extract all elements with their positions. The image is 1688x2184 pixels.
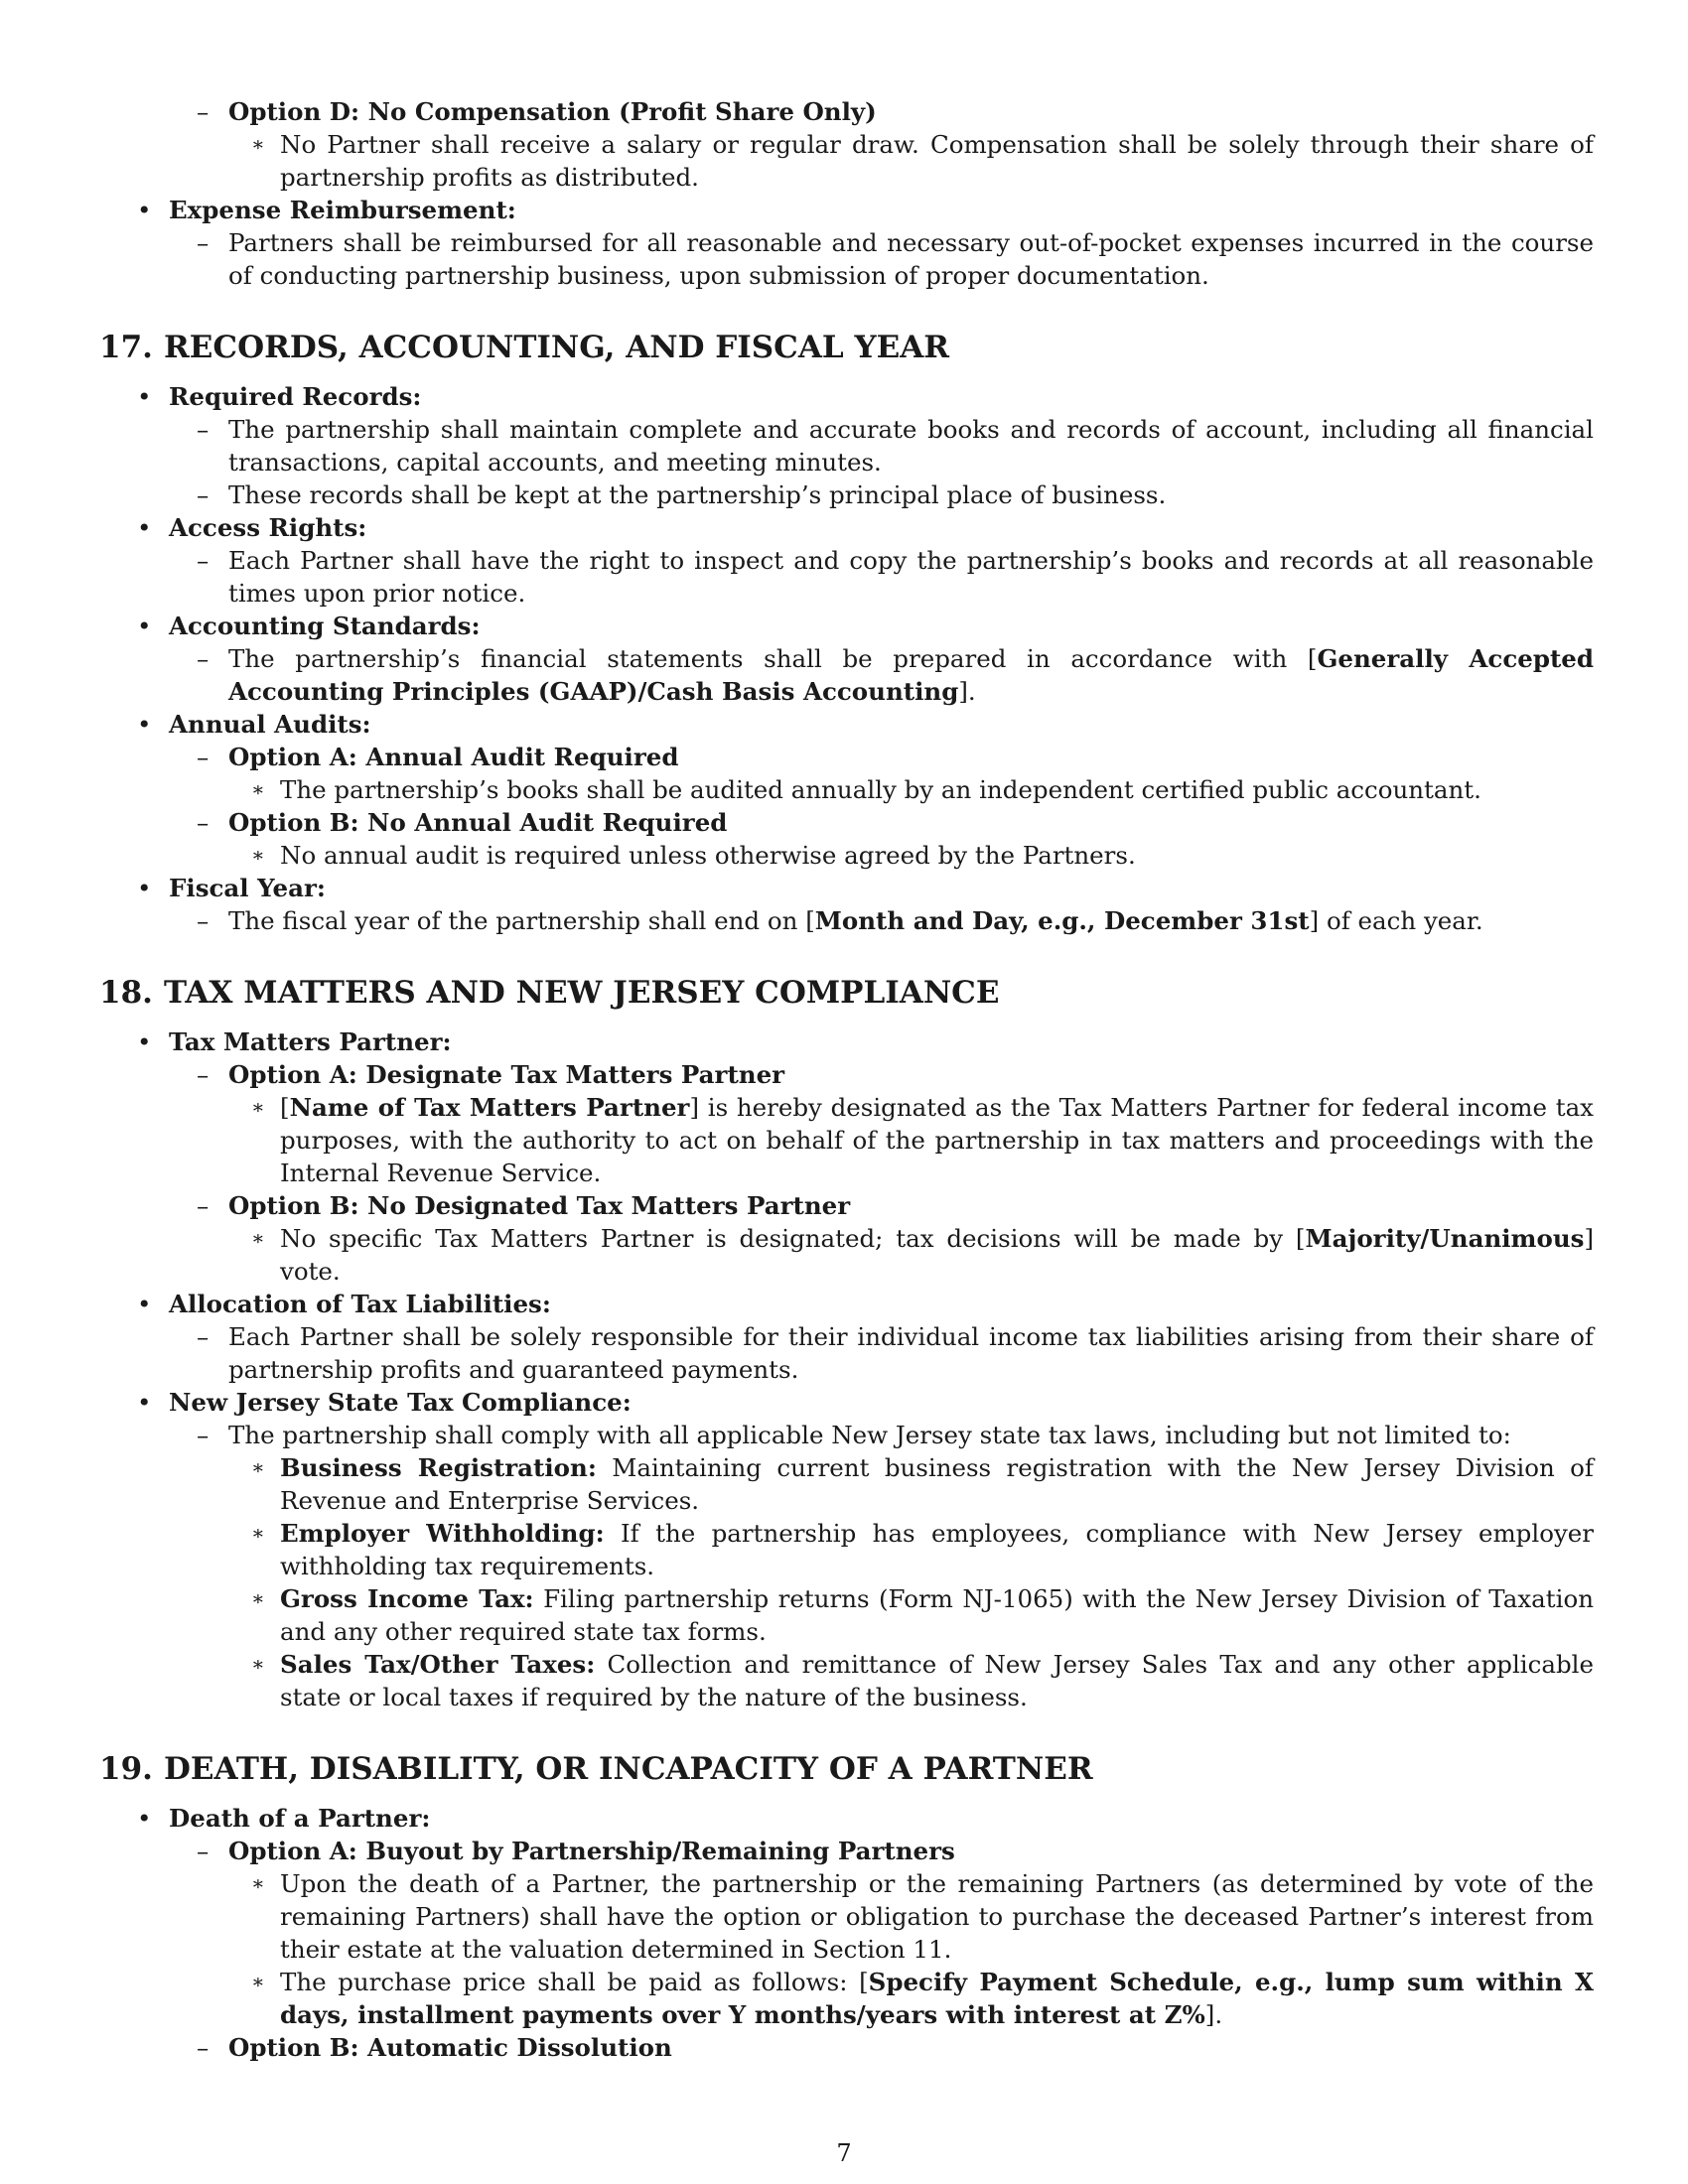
fiscal-year-heading: • Fiscal Year: (137, 874, 326, 902)
section-19-heading: 19. DEATH, DISABILITY, OR INCAPACITY OF A PARTNER (99, 1751, 1093, 1787)
nj-compliance-text: – The partnership shall comply with all applicable New Jersey state tax laws, including but not limited to: (197, 1421, 1511, 1449)
tmp-option-b-heading: – Option B: No Designated Tax Matters Partner (197, 1191, 851, 1220)
required-records-text-2: – These records shall be kept at the partnership’s principal place of business. (197, 480, 1167, 509)
nj-compliance-heading: • New Jersey State Tax Compliance: (137, 1388, 632, 1417)
audit-option-a-text: ∗ The partnership’s books shall be audited annually by an independent certified public accountant. (251, 775, 1481, 804)
death-option-a-text-2: ∗ The purchase price shall be paid as follows: [Specify Payment Schedule, e.g., lump sum within X days, installment payments over Y months/years with interest at Z%]. (251, 1968, 1594, 2029)
required-records-heading: • Required Records: (137, 382, 422, 411)
option-d-text: ∗ No Partner shall receive a salary or regular draw. Compensation shall be solely through their share of partnership profits as distributed. (251, 130, 1594, 192)
death-option-b-heading: – Option B: Automatic Dissolution (197, 2033, 672, 2062)
accounting-standards-heading: • Accounting Standards: (137, 612, 481, 640)
death-option-a-heading: – Option A: Buyout by Partnership/Remaining Partners (197, 1837, 955, 1865)
audit-option-b-heading: – Option B: No Annual Audit Required (197, 808, 728, 837)
nj-item-employer-withholding: ∗ Employer Withholding: If the partnership has employees, compliance with New Jersey employer withholding tax requirements. (251, 1519, 1595, 1580)
audit-option-b-text: ∗ No annual audit is required unless otherwise agreed by the Partners. (251, 841, 1136, 870)
document-page (99, 95, 1594, 2064)
section-18-heading: 18. TAX MATTERS AND NEW JERSEY COMPLIANCE (99, 975, 1000, 1011)
access-rights-heading: • Access Rights: (137, 513, 367, 542)
nj-item-gross-income-tax: ∗ Gross Income Tax: Filing partnership returns (Form NJ-1065) with the New Jersey Division of Taxation and any other required state tax forms. (251, 1584, 1594, 1646)
audit-option-a-heading: – Option A: Annual Audit Required (197, 743, 679, 771)
death-option-a-text-1: ∗ Upon the death of a Partner, the partnership or the remaining Partners (as determined by vote of the remaining Partners) shall have the option or obligation to purchase the deceased Partner’s interest from their estate at the valuation determined in Section 11. (251, 1869, 1594, 1964)
access-rights-text: – Each Partner shall have the right to inspect and copy the partnership’s books and records at all reasonable times upon prior notice. (197, 546, 1594, 608)
tmp-option-b-text: ∗ No specific Tax Matters Partner is designated; tax decisions will be made by [Majority/Unanimous] vote. (251, 1224, 1594, 1286)
annual-audits-heading: • Annual Audits: (137, 710, 371, 739)
death-of-partner-heading: • Death of a Partner: (137, 1804, 431, 1833)
allocation-heading: • Allocation of Tax Liabilities: (137, 1290, 551, 1318)
accounting-standards-text: – The partnership’s financial statements shall be prepared in accordance with [Generally Accepted Accounting Principles (GAAP)/Cash Basis Accounting]. (197, 644, 1595, 706)
tax-matters-partner-heading: • Tax Matters Partner: (137, 1027, 452, 1056)
tmp-option-a-heading: – Option A: Designate Tax Matters Partner (197, 1060, 785, 1089)
section-17-heading: 17. RECORDS, ACCOUNTING, AND FISCAL YEAR (99, 330, 950, 365)
page-number: 7 (836, 2139, 852, 2167)
allocation-text: – Each Partner shall be solely responsible for their individual income tax liabilities arising from their share of partnership profits and guaranteed payments. (197, 1322, 1594, 1384)
option-d-heading: – Option D: No Compensation (Profit Share Only) (197, 97, 877, 126)
nj-item-business-registration: ∗ Business Registration: Maintaining current business registration with the New Jersey Division of Revenue and Enterprise Services. (251, 1453, 1594, 1515)
tmp-option-a-text: ∗ [Name of Tax Matters Partner] is hereby designated as the Tax Matters Partner for federal income tax purposes, with the authority to act on behalf of the partnership in tax matters and proceedings with the Internal Revenue Service. (251, 1093, 1594, 1187)
expense-reimbursement-heading: • Expense Reimbursement: (137, 196, 516, 224)
fiscal-year-text: – The fiscal year of the partnership shall end on [Month and Day, e.g., December 31st] of each year. (197, 906, 1483, 935)
expense-reimbursement-text: – Partners shall be reimbursed for all reasonable and necessary out-of-pocket expenses incurred in the course of conducting partnership business, upon submission of proper documentation. (197, 228, 1594, 290)
required-records-text-1: – The partnership shall maintain complete and accurate books and records of account, including all financial transactions, capital accounts, and meeting minutes. (197, 415, 1594, 477)
nj-item-sales-tax: ∗ Sales Tax/Other Taxes: Collection and remittance of New Jersey Sales Tax and any other applicable state or local taxes if required by the nature of the business. (251, 1650, 1594, 1711)
